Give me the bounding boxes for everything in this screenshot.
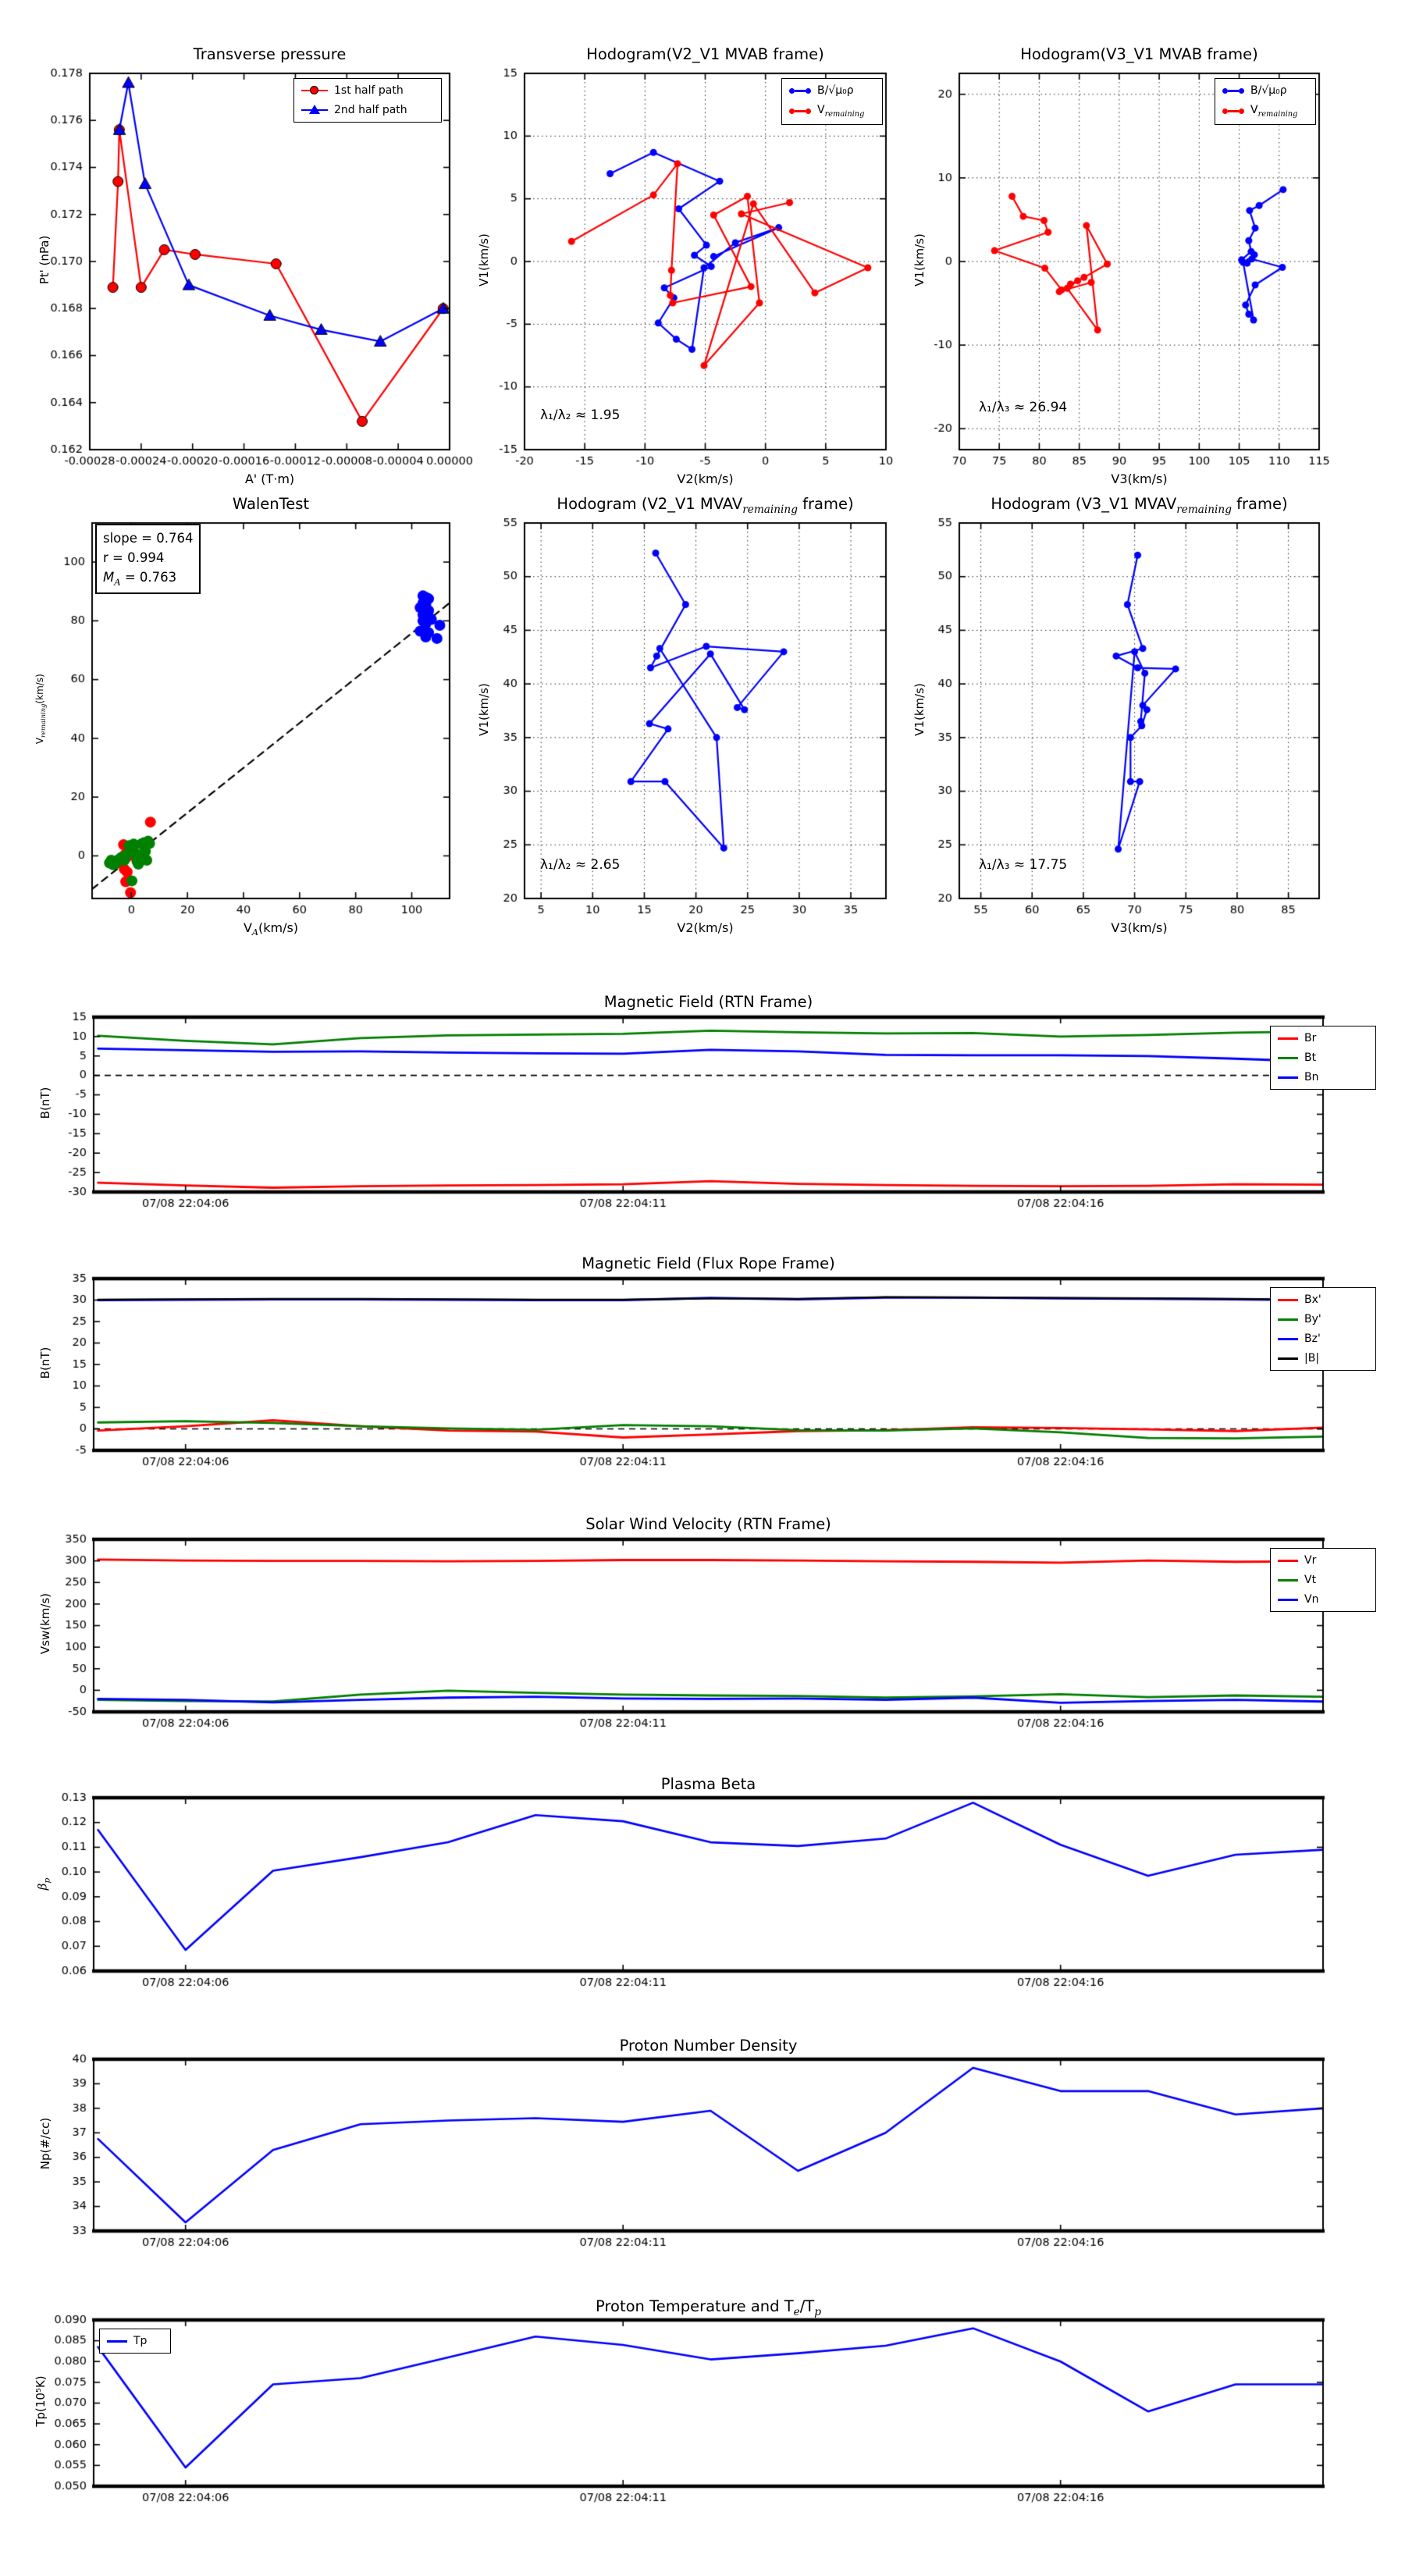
- slope-value: slope = 0.764: [103, 531, 194, 546]
- legend-item: [107, 2335, 163, 2347]
- legend-item: [1278, 1554, 1368, 1567]
- legend-item-label: 1st half path: [334, 84, 404, 97]
- page-title: Transverse pressure: [193, 45, 347, 63]
- page-title: Magnetic Field (Flux Rope Frame): [582, 1254, 835, 1272]
- legend: [1270, 1548, 1376, 1612]
- legend-item: [1278, 1071, 1368, 1083]
- legend-item: [1222, 104, 1308, 119]
- page-title: Proton Number Density: [619, 2037, 798, 2055]
- legend-item: [1222, 84, 1308, 97]
- x-axis-label: V2(km/s): [677, 471, 734, 486]
- legend-item-label: By': [1304, 1313, 1321, 1325]
- y-axis-label: V1(km/s): [912, 683, 927, 736]
- legend-item-label: 2nd half path: [334, 104, 407, 116]
- legend-item-label: Vn: [1304, 1593, 1319, 1606]
- blue-dot-line-icon: [789, 88, 811, 94]
- page-title: Solar Wind Velocity (RTN Frame): [585, 1515, 831, 1533]
- red-dot-line-icon: [789, 109, 811, 114]
- blue-dot-line-icon: [1222, 88, 1244, 94]
- legend-item: [789, 104, 875, 119]
- legend-item-label: B/√μ₀ρ: [1250, 84, 1287, 97]
- red-line-icon: [1278, 1299, 1298, 1301]
- legend-item: [1278, 1574, 1368, 1586]
- legend-item-label: B/√μ₀ρ: [817, 84, 854, 97]
- legend-item: [301, 104, 434, 116]
- legend-item: [1278, 1032, 1368, 1044]
- x-axis-label: V3(km/s): [1111, 920, 1168, 935]
- y-axis-label: V1(km/s): [477, 233, 491, 286]
- legend-item: [1278, 1352, 1368, 1364]
- legend: [1270, 1026, 1376, 1090]
- red-line-icon: [1278, 1037, 1298, 1040]
- red-circle-marker-icon: [301, 85, 328, 96]
- page-title: WalenTest: [232, 495, 310, 513]
- y-axis-label: B(nT): [38, 1087, 52, 1119]
- legend: [99, 2329, 171, 2354]
- eigenvalue-ratio-annotation: λ₁/λ₃ ≈ 17.75: [979, 857, 1068, 873]
- legend: [293, 78, 442, 123]
- legend-item: [1278, 1332, 1368, 1345]
- alfven-mach-value: $M_A = 0.763$: [103, 569, 177, 587]
- legend-item: [1278, 1293, 1368, 1306]
- blue-line-icon: [1278, 1338, 1298, 1340]
- legend: [1215, 78, 1316, 125]
- y-axis-label: Pt' (nPa): [37, 235, 52, 285]
- page-title: Hodogram(V3_V1 MVAB frame): [1020, 45, 1258, 63]
- legend-item-label: Tp: [133, 2335, 148, 2347]
- y-axis-label: Vsw(km/s): [38, 1592, 52, 1655]
- y-axis-label: B(nT): [38, 1347, 52, 1379]
- page-title: Plasma Beta: [660, 1775, 756, 1793]
- eigenvalue-ratio-annotation: λ₁/λ₂ ≈ 1.95: [540, 407, 621, 423]
- legend-item-label: Bt: [1304, 1051, 1317, 1064]
- page-title: Proton Temperature and $T_e/T_p$: [596, 2297, 821, 2318]
- legend-item-label: Br: [1304, 1032, 1317, 1044]
- legend-item-label: Bz': [1304, 1332, 1321, 1345]
- legend-item-label: Vt: [1304, 1574, 1317, 1586]
- x-axis-label: A' (T·m): [244, 471, 295, 486]
- black-line-icon: [1278, 1357, 1298, 1360]
- y-axis-label: V1(km/s): [477, 683, 491, 736]
- legend-item: [1278, 1051, 1368, 1064]
- blue-line-icon: [1278, 1599, 1298, 1601]
- red-line-icon: [1278, 1560, 1298, 1562]
- legend-item-label: Bx': [1304, 1293, 1321, 1306]
- page-title: Hodogram (V3_V1 $MVAV_{remaining}$ frame): [991, 495, 1288, 516]
- blue-triangle-marker-icon: [301, 105, 328, 116]
- y-axis-label: Np(#/cc): [38, 2117, 52, 2170]
- correlation-value: r = 0.994: [103, 550, 165, 565]
- y-axis-label: Tp(10⁵K): [34, 2375, 48, 2427]
- y-axis-label: $\beta_p$: [35, 1877, 52, 1891]
- x-axis-label: V3(km/s): [1111, 471, 1168, 486]
- legend-item: [301, 84, 434, 97]
- legend-item: [1278, 1593, 1368, 1606]
- legend-item-label: $V_{remaining}$: [817, 104, 865, 119]
- legend: [1270, 1287, 1376, 1371]
- legend-item-label: |B|: [1304, 1352, 1320, 1364]
- blue-line-icon: [107, 2340, 127, 2343]
- page-title: Hodogram(V2_V1 MVAB frame): [586, 45, 824, 63]
- walen-stats-box: [95, 524, 201, 594]
- x-axis-label: V2(km/s): [677, 920, 734, 935]
- legend-item-label: Bn: [1304, 1071, 1319, 1083]
- page-title: Magnetic Field (RTN Frame): [603, 993, 813, 1011]
- green-line-icon: [1278, 1318, 1298, 1321]
- legend-item: [789, 84, 875, 97]
- y-axis-label: V1(km/s): [912, 233, 927, 286]
- y-axis-label: $V_{remaining}(km/s)$: [34, 674, 48, 745]
- legend-item: [1278, 1313, 1368, 1325]
- eigenvalue-ratio-annotation: λ₁/λ₃ ≈ 26.94: [979, 400, 1068, 415]
- legend: [781, 78, 883, 125]
- green-line-icon: [1278, 1057, 1298, 1059]
- green-line-icon: [1278, 1579, 1298, 1582]
- x-axis-label: $V_A(km/s)$: [243, 920, 299, 938]
- red-dot-line-icon: [1222, 109, 1244, 114]
- eigenvalue-ratio-annotation: λ₁/λ₂ ≈ 2.65: [540, 857, 621, 873]
- legend-item-label: Vr: [1304, 1554, 1317, 1567]
- legend-item-label: $V_{remaining}$: [1250, 104, 1298, 119]
- blue-line-icon: [1278, 1076, 1298, 1079]
- page-title: Hodogram (V2_V1 $MVAV_{remaining}$ frame): [557, 495, 854, 516]
